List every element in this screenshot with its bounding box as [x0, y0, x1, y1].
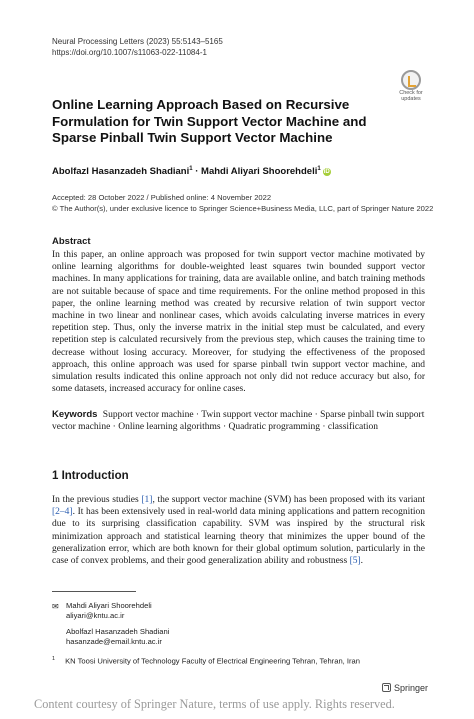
- author-1[interactable]: Abolfazl Hasanzadeh Shadiani: [52, 166, 190, 178]
- abstract-heading: Abstract: [52, 236, 91, 247]
- badge-label: Check for updates: [399, 90, 423, 102]
- author-2[interactable]: Mahdi Aliyari Shoorehdeli: [201, 166, 318, 178]
- author-list: [52, 166, 331, 177]
- publication-dates: [52, 192, 433, 214]
- author-1-affil: 1: [189, 166, 193, 172]
- affiliation-number: 1: [52, 656, 56, 662]
- co-author-email[interactable]: hasanzade@email.kntu.ac.ir: [66, 637, 162, 646]
- section-heading-introduction: 1 Introduction: [52, 470, 129, 482]
- envelope-icon: ✉: [52, 602, 59, 611]
- corresponding-author-name: Mahdi Aliyari Shoorehdeli: [66, 601, 152, 610]
- journal-header: [52, 36, 223, 58]
- publisher-logo: [382, 683, 428, 693]
- keywords-text: Support vector machine · Twin support vector machine · Sparse pinball twin support vector machine · Online learning algorithms · Quadratic programming · classification: [52, 410, 425, 433]
- corresponding-authors: [66, 601, 169, 647]
- check-for-updates-badge[interactable]: [396, 68, 426, 102]
- corresponding-author-email[interactable]: aliyari@kntu.ac.ir: [66, 611, 125, 620]
- footnote-rule: [52, 591, 136, 592]
- citation-link-2-4[interactable]: [2–4]: [52, 507, 73, 518]
- citation-link-5[interactable]: [5]: [349, 556, 361, 567]
- journal-citation: Neural Processing Letters (2023) 55:5143–5165: [52, 37, 223, 46]
- keywords-label: Keywords: [52, 409, 98, 420]
- copyright-line: © The Author(s), under exclusive licence to Springer Science+Business Media, LLC, part of Springer Nature 2022: [52, 204, 434, 213]
- check-for-updates-icon: [401, 70, 421, 90]
- springer-horse-icon: [382, 683, 391, 692]
- accepted-published: Accepted: 28 October 2022 / Published online: 4 November 2022: [52, 193, 272, 202]
- co-author-name: Abolfazl Hasanzadeh Shadiani: [66, 627, 170, 636]
- keywords: [52, 409, 425, 433]
- courtesy-notice: Content courtesy of Springer Nature, terms of use apply. Rights reserved.: [34, 697, 395, 711]
- author-2-affil: 1: [317, 166, 321, 172]
- orcid-icon[interactable]: iD: [323, 169, 330, 176]
- author-separator: ·: [192, 166, 202, 178]
- citation-link-1[interactable]: [1]: [141, 495, 153, 505]
- abstract-text: In this paper, an online approach was proposed for twin support vector machine motivated by online learning algorithms for double-weighted least squares twin bounded support vector machines. In many applications for training, data are available online, and batch training methods are not suitable because of space and time requirements. For the online method proposed in this paper, the online learning method was created by recursive relation of twin support vector machine in two linear and nonlinear cases, which avoids calculating inverse matrices in every repetition step. Thus, only the inverse matrix in the initial step must be calculated, and every repetition step is calculated recursively from the previous step, which causes the training time to decrease without losing accuracy. Moreover, for studying the effectiveness of the proposed approach, this online approach was used for sparse pinball twin support vector machine, and simulation results indicated this online approach not only did not reduce accuracy but also, for some datasets, increased accuracy for online cases.: [52, 250, 425, 395]
- paper-title: Online Learning Approach Based on Recursive Formulation for Twin Support Vector Machine and Sparse Pinball Twin Support Vector Machine: [52, 97, 367, 145]
- affiliation: [52, 656, 360, 666]
- affiliation-text: KN Toosi University of Technology Faculty of Electrical Engineering Tehran, Tehran, Iran: [65, 656, 360, 666]
- introduction-paragraph: In the previous studies [1], the support vector machine (SVM) has been proposed with its variant [2–4]. It has been extensively used in real-world data mining applications and pattern recognition due to its surprising classification capability. SVM was inspired by the structural risk minimization approach and statistical learning theory that minimizes the upper bound of the generalization error, which are both known for their global optimum solution, particularly in the case of convex problems, and their good generalization ability and robustness [5].: [52, 495, 425, 567]
- doi-link[interactable]: https://doi.org/10.1007/s11063-022-11084-1: [52, 48, 207, 57]
- publisher-name: Springer: [394, 683, 429, 693]
